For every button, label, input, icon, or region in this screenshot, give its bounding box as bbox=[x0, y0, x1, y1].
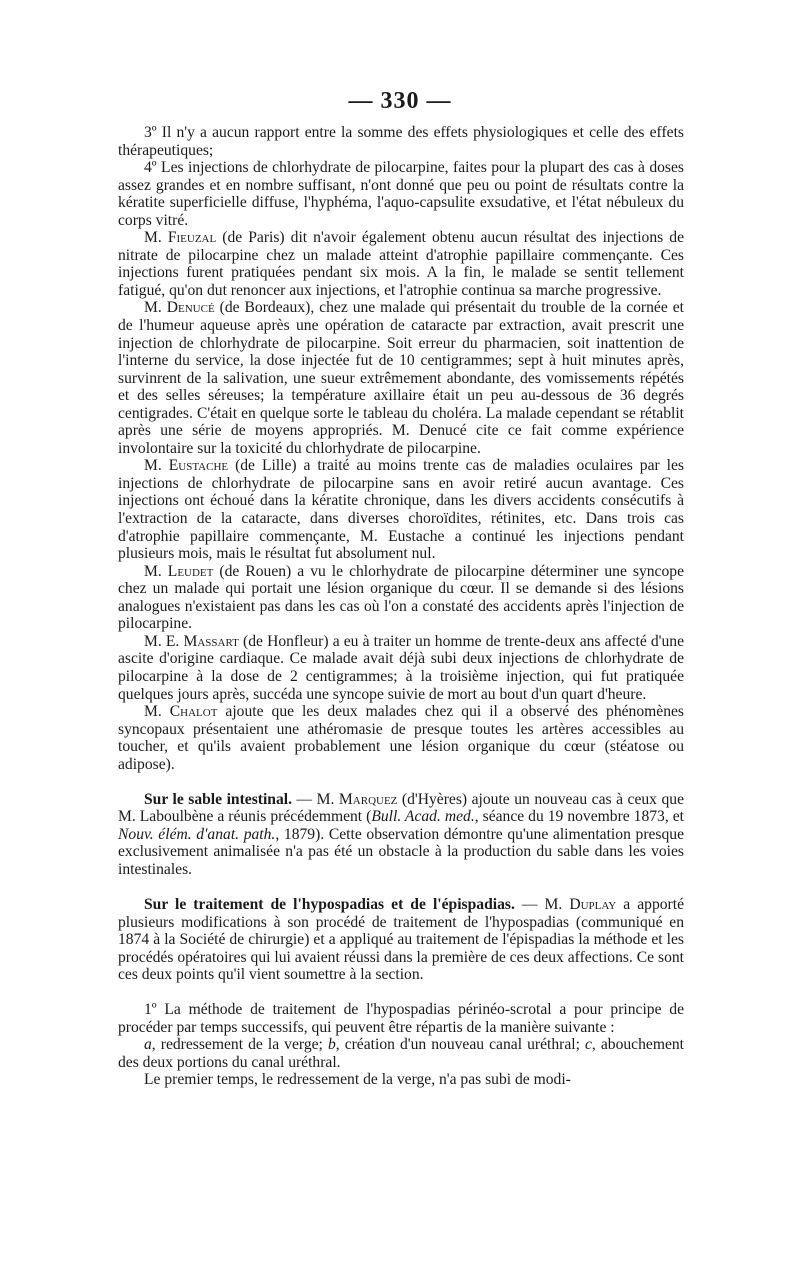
author-name: Eustache bbox=[168, 457, 229, 475]
citation: Nouv. élém. d'anat. path. bbox=[118, 825, 276, 843]
paragraph-method: 1º La méthode de traitement de l'hypospadias périnéo-scrotal a pour principe de procéder par temps successifs, qui peuvent être répartis de la manière suivante : bbox=[118, 1001, 684, 1036]
prefix: M. bbox=[144, 562, 168, 580]
paragraph-text: (de Bordeaux), chez une malade qui présentait du trouble de la cornée et de l'humeur aqueuse après une opération de cataracte par extraction, avait prescrit une injection de chlorhydrate de pilocarpine. Soit erreur du pharmacien, soit inattention de l'interne du service, la dose injectée fut de 10 centigrammes; sept à huit minutes après, survinrent de la salivation, une sueur extrêmement abondante, des vomissements répétés et des selles séreuses; la température axillaire était un peu au-dessous de 36 degrés centigrades. C'était en quelque sorte le tableau du choléra. La malade cependant se rétablit après une série de moyens appropriés. M. Denucé cite ce fait comme expérience involontaire sur la toxicité du chlorhydrate de pilocarpine. bbox=[118, 299, 684, 457]
prefix: M. E. bbox=[144, 632, 184, 650]
step-text: , redressement de la verge; bbox=[151, 1036, 328, 1054]
prefix: M. bbox=[144, 457, 169, 475]
step-text: , création d'un nouveau canal uréthral; bbox=[335, 1036, 585, 1054]
paragraph-conclusion-3: 3º Il n'y a aucun rapport entre la somme des effets physiologiques et celle des effets thérapeutiques; bbox=[118, 124, 684, 159]
author-name: Leudet bbox=[167, 562, 214, 580]
paragraph-first-step: Le premier temps, le redressement de la verge, n'a pas subi de modi- bbox=[144, 1071, 571, 1089]
page-number: — 330 — bbox=[348, 88, 452, 114]
paragraph-massart bbox=[118, 633, 684, 703]
author-name: Duplay bbox=[569, 895, 617, 913]
citation: Bull. Acad. med. bbox=[371, 808, 475, 826]
paragraph-steps bbox=[118, 1036, 684, 1071]
step-text: , abouchement des deux portions du canal uréthral. bbox=[118, 1036, 684, 1071]
paragraph-conclusion-4: 4º Les injections de chlorhydrate de pilocarpine, faites pour la plupart des cas à doses assez grandes et en nombre suffisant, n'ont donné que peu ou point de résultats contre la kératite superficielle diffuse, l'hyphéma, l'aquo-capsulite exsudative, et l'état nébuleux du corps vitré. bbox=[118, 159, 684, 229]
author-name: Massart bbox=[183, 632, 239, 650]
body-text bbox=[118, 124, 684, 1089]
paragraph-eustache bbox=[118, 457, 684, 562]
section-heading: Sur le sable intestinal. bbox=[144, 790, 292, 808]
paragraph-text: (de Honfleur) a eu à traiter un homme de trente-deux ans affecté d'une ascite d'origine cardiaque. Ce malade avait déjà subi deux injections de chlorhydrate de pilocarpine à la dose de 2 centigrammes; à la troisième injection, qui fut pratiquée quelques jours après, succéda une syncope suivie de mort au bout d'un quart d'heure. bbox=[118, 632, 685, 703]
lead: — M. bbox=[514, 895, 570, 913]
paragraph-fieuzal bbox=[118, 229, 684, 299]
section-sable-intestinal bbox=[118, 791, 684, 879]
paragraph-leudet bbox=[118, 563, 684, 633]
author-name: Fieuzal bbox=[167, 229, 217, 247]
paragraph-denuce bbox=[118, 299, 684, 457]
paragraph-text: a apporté plusieurs modifications à son procédé de traitement de l'hypospadias (communiqué en 1874 à la Société de chirurgie) et a appliqué au traitement de l'épispadias la méthode et les procédés opératoires qui lui avaient réussi dans la première de ces deux affections. Ce sont ces deux points qu'il vient soumettre à la section. bbox=[118, 895, 684, 984]
paragraph-chalot bbox=[118, 703, 684, 773]
prefix: M. bbox=[144, 229, 168, 247]
lead: — M. bbox=[292, 790, 339, 808]
paragraph-text: (de Paris) dit n'avoir également obtenu aucun résultat des injections de nitrate de pilocarpine chez un malade atteint d'atrophie papillaire commençante. Ces injections furent pratiquées pendant six mois. A la fin, le malade se sentit tellement fatigué, qu'on dut renoncer aux injections, et l'atrophie continua sa marche progressive. bbox=[118, 229, 684, 299]
step-letter: c bbox=[584, 1036, 592, 1054]
paragraph-text: , 1879). Cette observation démontre qu'une alimentation presque exclusivement animalisée n'a pas été un obstacle à la production du sable dans les voies intestinales. bbox=[118, 825, 685, 878]
author-name: Chalot bbox=[169, 703, 218, 721]
section-hypospadias bbox=[118, 896, 684, 984]
author-name: Marquez bbox=[338, 790, 398, 808]
section-heading: Sur le traitement de l'hypospadias et de l'épispadias. bbox=[144, 895, 515, 913]
author-name: Denucé bbox=[166, 299, 215, 317]
paragraph-text: (de Rouen) a vu le chlorhydrate de pilocarpine déterminer une syncope chez un malade qui portait une lésion organique du cœur. Il se demande si des lésions analogues n'existaient pas dans les cas où l'on a constaté des accidents après l'injection de pilocarpine. bbox=[118, 562, 684, 633]
prefix: M. bbox=[144, 703, 170, 721]
step-letter: b bbox=[327, 1036, 336, 1054]
step-letter: a bbox=[144, 1036, 152, 1054]
paragraph-text: (d'Hyères) ajoute un nouveau cas à ceux que M. Laboulbène a réunis précédemment ( bbox=[118, 790, 684, 826]
prefix: M. bbox=[144, 299, 167, 317]
paragraph-text: ajoute que les deux malades chez qui il a observé des phénomènes syncopaux présentaient une athéromasie de presque toutes les artères accessibles au toucher, et qu'ils avaient probablement une lésion organique du cœur (stéatose ou adipose). bbox=[118, 703, 684, 773]
paragraph-text: , séance du 19 novembre 1873, et bbox=[474, 808, 685, 826]
paragraph-text: (de Lille) a traité au moins trente cas de maladies oculaires par les injections de chlorhydrate de pilocarpine sans en avoir retiré aucun avantage. Ces injections ont échoué dans la kératite chronique, dans les divers accidents consécutifs à l'extraction de la cataracte, dans diverses choroïdites, rétinites, etc. Dans trois cas d'atrophie papillaire commençante, M. Eustache a continué les injections pendant plusieurs mois, mais le résultat fut absolument nul. bbox=[118, 457, 684, 563]
